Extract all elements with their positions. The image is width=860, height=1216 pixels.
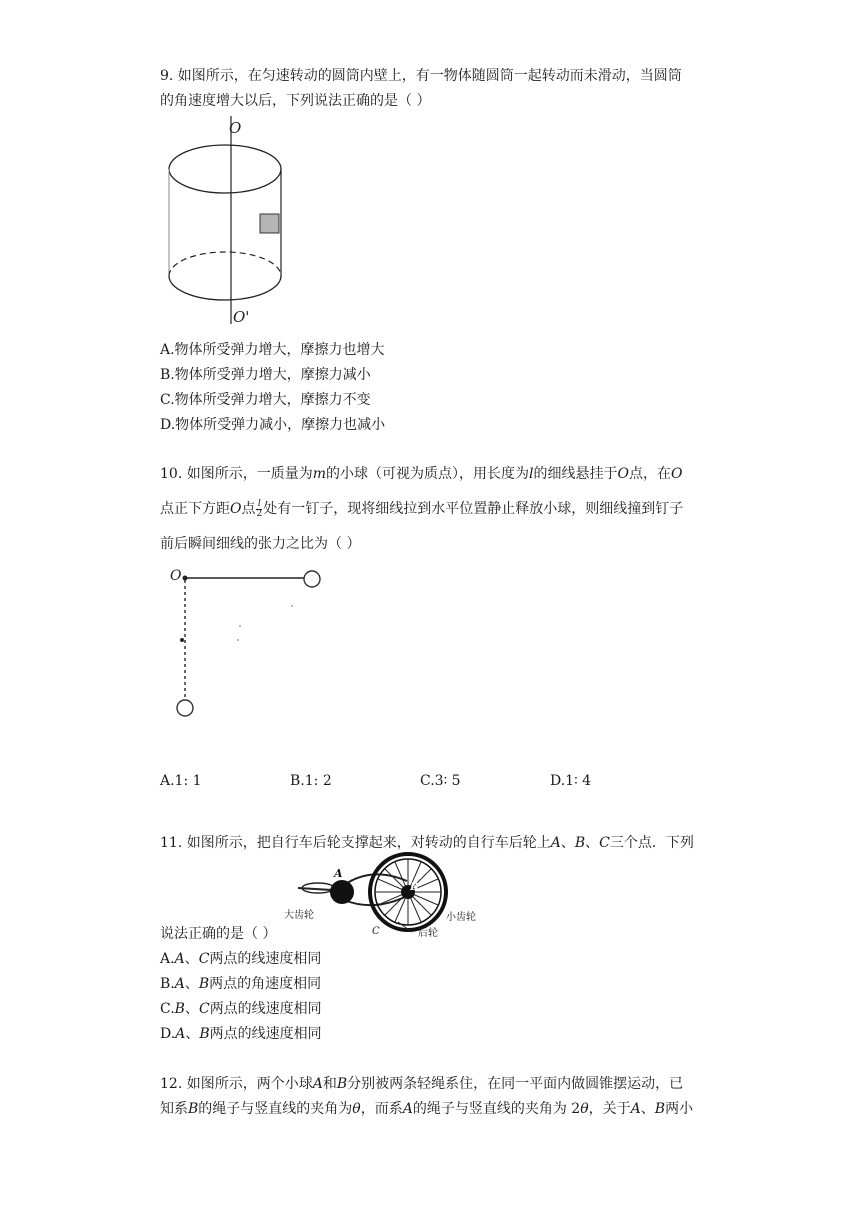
q10-stem-line2: 点正下方距O点 $\frac{l}{2}$ 处有一钉子，现将细线拉到水平位置静止释放小球，则细线撞到钉子 <box>160 498 684 519</box>
q9-option-d: D.物体所受弹力减小，摩擦力也减小 <box>160 417 386 433</box>
ball-lowest <box>177 700 193 716</box>
q10-stem-line3: 前后瞬间细线的张力之比为（ ） <box>160 536 361 552</box>
label-small-gear: 小齿轮 <box>446 912 476 923</box>
label-big-gear: 大齿轮 <box>284 910 314 921</box>
q10-option-a: A.1: 1 <box>160 773 202 789</box>
ball-initial <box>304 571 320 587</box>
axis-label-top: O <box>229 119 242 137</box>
q10-option-d: D.1∶ 4 <box>550 773 592 789</box>
q11-stem-line2: 说法正确的是（ ） <box>160 926 277 942</box>
cylinder-bottom-front <box>169 276 281 300</box>
object-block <box>260 214 279 233</box>
q11-bicycle-figure <box>282 852 482 944</box>
cylinder-bottom-back-dashed <box>169 252 281 276</box>
q10-stem-line1: 10. 如图所示，一质量为m的小球（可视为质点），用长度为l的细线悬挂于O点，在O <box>160 466 683 482</box>
q12-stem-line2: 知系B的绳子与竖直线的夹角为θ，而系A的绳子与竖直线的夹角为 2θ，关于A、B两小 <box>160 1101 694 1117</box>
q12-stem-line1: 12. 如图所示，两个小球A和B分别被两条轻绳系住，在同一平面内做圆锥摆运动，已 <box>160 1076 684 1092</box>
q10-pendulum-figure <box>168 564 328 719</box>
fraction-l-over-2: $\frac{l}{2}$ <box>256 498 263 519</box>
q9-option-c: C.物体所受弹力增大，摩擦力不变 <box>160 392 371 408</box>
label-c: C <box>372 926 380 937</box>
q11-option-b: B.A、B两点的角速度相同 <box>160 976 322 992</box>
axis-label-bottom: O' <box>233 308 250 326</box>
q9-cylinder-figure <box>165 116 290 326</box>
label-a: A <box>334 867 343 880</box>
q11-stem-line1: 11. 如图所示，把自行车后轮支撑起来，对转动的自行车后轮上A、B、C三个点．下列 <box>160 835 694 851</box>
q9-stem-line1: 9. 如图所示，在匀速转动的圆筒内壁上，有一物体随圆筒一起转动而未滑动，当圆筒 <box>160 68 682 84</box>
label-b: B <box>410 882 419 893</box>
cylinder-top-ellipse <box>169 145 281 193</box>
pivot-label: O <box>170 568 182 584</box>
nail <box>180 638 184 642</box>
label-rear-wheel: 后轮 <box>418 928 438 939</box>
q10-option-b: B.1: 2 <box>290 773 332 789</box>
q10-option-c: C.3∶ 5 <box>420 773 461 789</box>
q9-option-b: B.物体所受弹力增大，摩擦力减小 <box>160 367 371 383</box>
q11-option-d: D.A、B两点的线速度相同 <box>160 1026 322 1042</box>
q11-option-a: A.A、C两点的线速度相同 <box>160 951 322 967</box>
q9-stem-line2: 的角速度增大以后，下列说法正确的是（ ） <box>160 93 431 109</box>
q9-option-a: A.物体所受弹力增大，摩擦力也增大 <box>160 342 385 358</box>
big-gear <box>330 880 354 904</box>
q11-option-c: C.B、C两点的线速度相同 <box>160 1001 322 1017</box>
